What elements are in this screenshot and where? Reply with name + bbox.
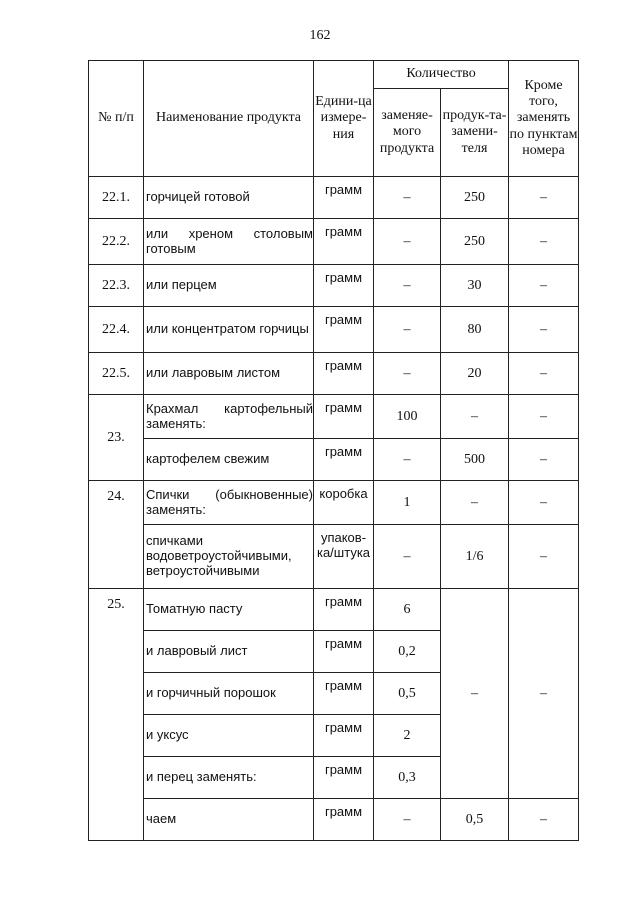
row-number: 22.1. (89, 177, 144, 219)
replaced-value: – (374, 307, 441, 353)
row-number: 22.4. (89, 307, 144, 353)
replacing-value: 80 (441, 307, 509, 353)
replacing-value: 30 (441, 265, 509, 307)
unit-cell: грамм (314, 395, 374, 439)
unit-cell: грамм (314, 715, 374, 757)
besides-value: – (509, 395, 579, 439)
besides-value: – (509, 481, 579, 525)
replacing-value: 250 (441, 219, 509, 265)
replaced-value: 0,5 (374, 673, 441, 715)
replacing-value: – (441, 589, 509, 799)
unit-cell: грамм (314, 757, 374, 799)
unit-cell: коробка (314, 481, 374, 525)
besides-value: – (509, 177, 579, 219)
header-replacing: продук-та-замени-теля (441, 89, 509, 177)
product-name: картофелем свежим (144, 439, 314, 481)
table-row (89, 177, 579, 219)
replacing-value: – (441, 395, 509, 439)
replaced-value: – (374, 525, 441, 589)
replacing-value: 20 (441, 353, 509, 395)
replaced-value: – (374, 353, 441, 395)
besides-value: – (509, 439, 579, 481)
replaced-value: – (374, 177, 441, 219)
table-row (89, 395, 579, 439)
besides-value: – (509, 307, 579, 353)
product-name: и уксус (144, 715, 314, 757)
replaced-value: 0,2 (374, 631, 441, 673)
replaced-value: 1 (374, 481, 441, 525)
table-row (89, 439, 579, 481)
unit-cell: грамм (314, 353, 374, 395)
product-name: горчицей готовой (144, 177, 314, 219)
replacing-value: 1/6 (441, 525, 509, 589)
unit-cell: грамм (314, 589, 374, 631)
product-name: и перец заменять: (144, 757, 314, 799)
header-name: Наименование продукта (144, 61, 314, 177)
header-replaced: заменяе-мого продукта (374, 89, 441, 177)
replacing-value: 500 (441, 439, 509, 481)
header-unit: Едини-ца измере-ния (314, 61, 374, 177)
replacing-value: 250 (441, 177, 509, 219)
product-name: и лавровый лист (144, 631, 314, 673)
table-row (89, 589, 579, 631)
besides-value: – (509, 589, 579, 799)
replaced-value: – (374, 439, 441, 481)
unit-cell: грамм (314, 673, 374, 715)
replaced-value: – (374, 265, 441, 307)
product-name: Томатную пасту (144, 589, 314, 631)
row-number: 23. (89, 395, 144, 481)
replaced-value: 2 (374, 715, 441, 757)
unit-cell: грамм (314, 177, 374, 219)
replaced-value: 100 (374, 395, 441, 439)
replaced-value: 6 (374, 589, 441, 631)
header-quantity: Количество (374, 61, 509, 89)
unit-cell: грамм (314, 439, 374, 481)
product-name: и горчичный порошок (144, 673, 314, 715)
header-besides: Кроме того, заменять по пунктам номера (509, 61, 579, 177)
row-number: 22.3. (89, 265, 144, 307)
unit-cell: упаков-ка/штука (314, 525, 374, 589)
unit-cell: грамм (314, 307, 374, 353)
header-num: № п/п (89, 61, 144, 177)
row-number: 24. (89, 481, 144, 589)
row-number: 25. (89, 589, 144, 841)
besides-value: – (509, 525, 579, 589)
product-name: или концентратом горчицы (144, 307, 314, 353)
page-number: 162 (309, 28, 331, 43)
besides-value: – (509, 799, 579, 841)
unit-cell: грамм (314, 631, 374, 673)
besides-value: – (509, 219, 579, 265)
unit-cell: грамм (314, 219, 374, 265)
product-name: или хреном столовым готовым (144, 219, 314, 265)
table-row (89, 307, 579, 353)
table-row (89, 481, 579, 525)
besides-value: – (509, 265, 579, 307)
product-name: или перцем (144, 265, 314, 307)
table-row (89, 219, 579, 265)
unit-cell: грамм (314, 799, 374, 841)
replaced-value: – (374, 799, 441, 841)
replaced-value: 0,3 (374, 757, 441, 799)
unit-cell: грамм (314, 265, 374, 307)
replacing-value: 0,5 (441, 799, 509, 841)
replacing-value: – (441, 481, 509, 525)
replaced-value: – (374, 219, 441, 265)
product-name: спичками водоветроустойчивыми, ветроустойчивыми (144, 525, 314, 589)
product-replacement-table (88, 60, 579, 841)
header-row (89, 61, 579, 89)
table-row (89, 799, 579, 841)
table-row (89, 353, 579, 395)
table-row (89, 265, 579, 307)
product-name: Спички (обыкновенные) заменять: (144, 481, 314, 525)
row-number: 22.5. (89, 353, 144, 395)
product-name: чаем (144, 799, 314, 841)
product-name: Крахмал картофельный заменять: (144, 395, 314, 439)
besides-value: – (509, 353, 579, 395)
row-number: 22.2. (89, 219, 144, 265)
table-row (89, 525, 579, 589)
product-name: или лавровым листом (144, 353, 314, 395)
